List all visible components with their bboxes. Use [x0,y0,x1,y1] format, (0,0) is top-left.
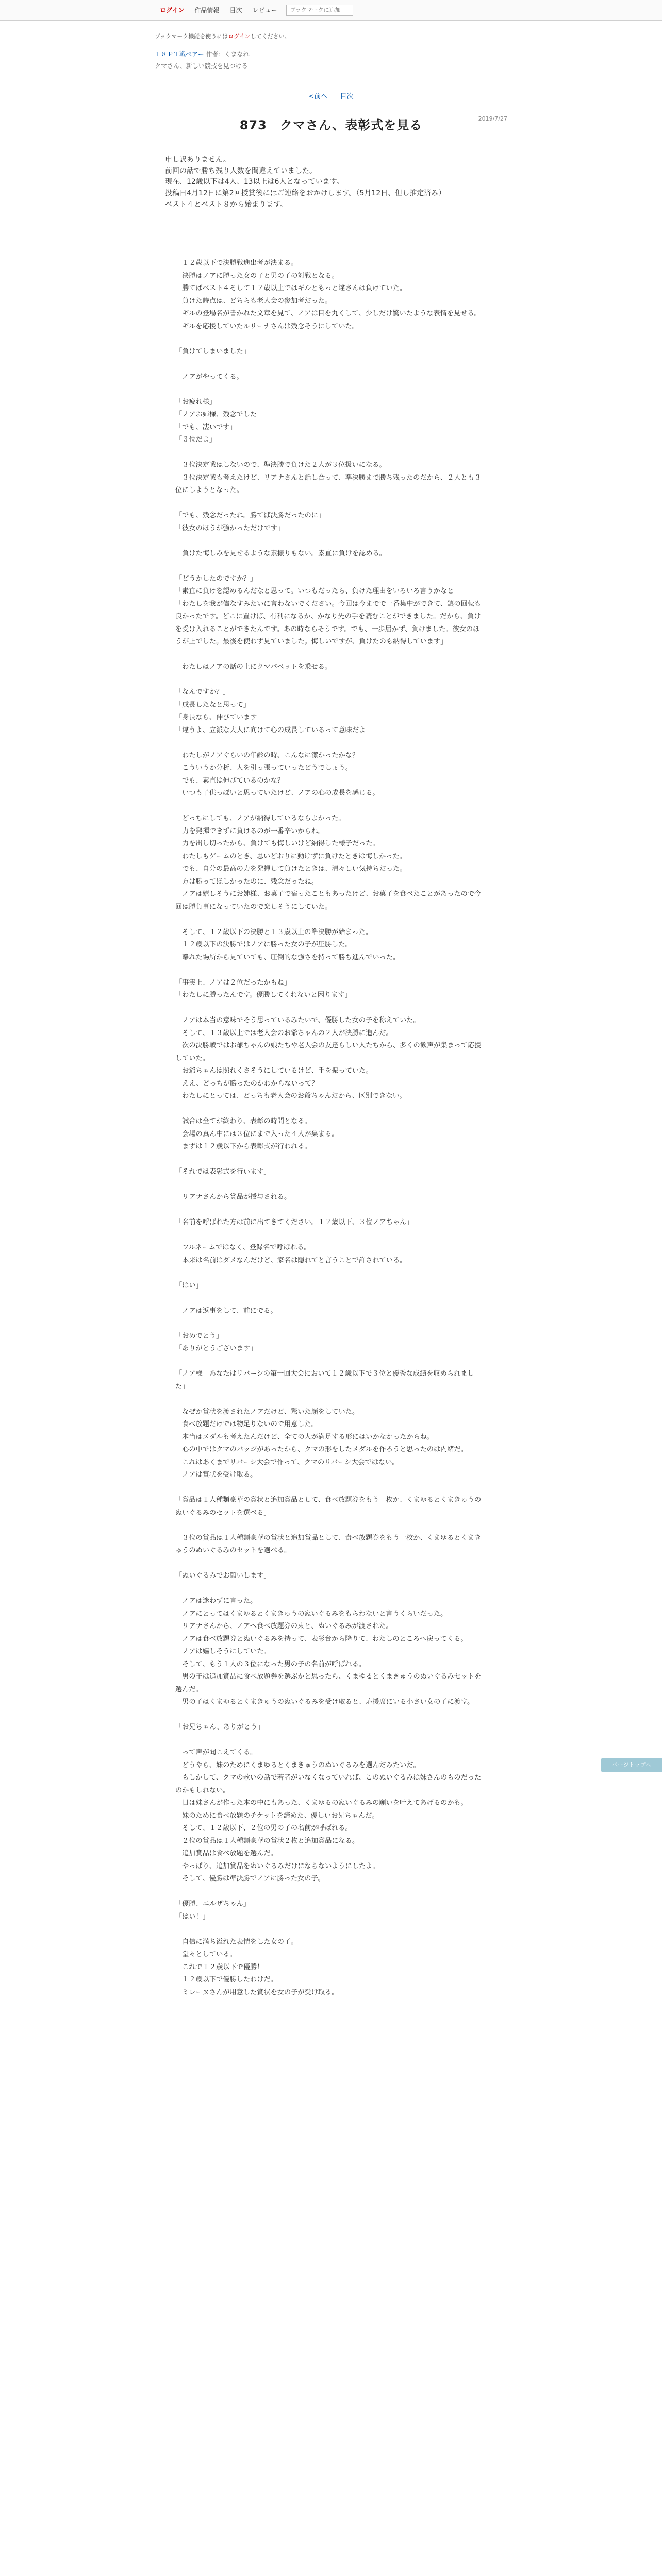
work-header [0,21,662,70]
bookmark-notice: ブックマーク機能を使うにはログインしてください。 [155,33,290,40]
notice-login-link[interactable]: ログイン [228,33,251,40]
publish-date: 2019/7/27 [478,115,507,122]
top-navigation-bar [0,0,662,21]
bookmark-add-button[interactable]: ブックマークに追加 [286,5,353,16]
toc-link[interactable]: 目次 [340,93,354,100]
chapter-title: 873 クマさん、表彰式を見る [239,118,423,132]
nav-item-work-info[interactable]: 作品情報 [194,6,220,14]
chapter-body-text: １２歳以下で決勝戦進出者が決まる。 決勝はノアに勝った女の子と男の子の対戦となる。 勝てばベスト４そして１２歳以上ではギルともっと違さんは負けていた。 負けた時点は、どちらも老人会の参加者だった。 ギルの登場名が書かれた文章を見て、ノアは目を丸くして、少しだけ驚いたような表情を見せる。 ギルを応援していたルリーナさんは残念そうにしていた。 「負けてしまいました」 ノアがやってくる。 「お疲れ様」 「ノアお姉様、残念でした」 「でも、凄いです」 「３位だよ」 ３位決定戦はしないので、準決勝で負けた２人が３位扱いになる。 ３位決定戦も考えたけど、リアナさんと話し合って、準決勝まで勝ち残ったのだから、２人とも３位にしようとなった。 「でも、残念だったね。勝てば決勝だったのに」 「彼女のほうが強かっただけです」 負けた悔しみを見せるような素振りもない。素直に負けを認める。 「どうかしたのですか？」 「素直に負けを認めるんだなと思って。いつもだったら、負けた理由をいろいろ言うかなと」 「わたしを我が儘なすみたいに言わないでください。今回は今までで一番集中ができて、鎮の回転も良かったです。どこに置けば、有利になるか、かなり先の手を読むことができました。だから、負けを受け入れることができたんです。あの時ならそうです。でも、一歩届かず、負けました。彼女のほうが上でした。最後を使わず見ていました。悔しいですが、負けたのも納得しています」 わたしはノアの話の上にクマパペットを乗せる。 「なんですか？」 「成長したなと思って」 「身長なら、伸びています」 「違うよ、立派な大人に向けて心の成長しているって意味だよ」 わたしがノアぐらいの年齢の時、こんなに潔かったかな？ こういうか分析、人を引っ張っていったどうでしょう。 でも、素直は伸びているのかな？ いつも子供っぽいと思っていたけど、ノアの心の成長を感じる。 どっちにしても、ノアが納得しているならよかった。 力を発揮できずに負けるのが一番辛いからね。 力を出し切ったから、負けても悔しいけど納得した様子だった。 わたしもゲームのとき、思いどおりに動けずに負けたときは悔しかった。 でも、自分の最高の力を発揮して負けたときは、清々しい気持ちだった。 方は勝ってほしかったのに、残念だったね。 ノアは嬉しそうにお姉様、お菓子で宿ったこともあったけど、お菓子を食べたことがあったので今回は勝負事になっていたので楽しそうにしていた。 そして、１２歳以下の決勝と１３歳以上の準決勝が始まった。 １２歳以下の決勝ではノアに勝った女の子が圧勝した。 離れた場所から見ていても、圧倒的な強さを持って勝ち進んでいった。 「事実上、ノアは２位だったかもね」 「わたしに勝ったんです。優勝してくれないと困ります」 ノアは本当の意味でそう思っているみたいで、優勝した女の子を称えていた。 そして、１３歳以上では老人会のお爺ちゃんの２人が決勝に進んだ。 次の決勝戦ではお爺ちゃんの娘たちや老人会の友達らしい人たちから、多くの歓声が集まって応援していた。 お爺ちゃんは照れくさそうにしているけど、手を振っていた。 ええ、どっちが勝ったのかわからないって？ わたしにとっては、どっちも老人会のお爺ちゃんだから、区別できない。 試合は全てが終わり、表彰の時間となる。 会場の真ん中には３位にまで入った４人が集まる。 まずは１２歳以下から表彰式が行われる。 「それでは表彰式を行います」 リアナさんから賞品が授与される。 「名前を呼ばれた方は前に出てきてください。１２歳以下、３位ノアちゃん」 フルネームではなく、登録名で呼ばれる。 本来は名前はダメなんだけど、家名は隠れてと言うことで許されている。 「はい」 ノアは返事をして、前にでる。 「おめでとう」 「ありがとうございます」 「ノア様 あなたはリバーシの第一回大会において１２歳以下で３位と優秀な成績を収められました」 なぜか賞状を渡されたノアだけど、驚いた顔をしていた。 食べ放題だけでは物足りないので用意した。 本当はメダルも考えたんだけど、全ての人が満足する形にはいかなかったからね。 心の中ではクマのバッジがあったから、クマの形をしたメダルを作ろうと思ったのは内緒だ。 これはあくまでリバーシ大会で作って、クマのリバーシ大会ではない。 ノアは賞状を受け取る。 「賞品は１人種類豪華の賞状と追加賞品として、食べ放題券をもう一枚か、くまゆるとくまきゅうのぬいぐるみのセットを選べる」 ３位の賞品は１人種類豪華の賞状と追加賞品として、食べ放題券をもう一枚か、くまゆるとくまきゅうのぬいぐるみのセットを選べる。 「ぬいぐるみでお願いします」 ノアは迷わずに言った。 ノアにとってはくまゆるとくまきゅうのぬいぐるみをもらわないと言うくらいだった。 リアナさんから、ノアへ食べ放題券の束と、ぬいぐるみが渡された。 ノアは食べ放題券とぬいぐるみを持って、表彰台から降りて、わたしのところへ戻ってくる。 ノアは嬉しそうにしていた。 そして、もう１人の３位になった男の子の名前が呼ばれる。 男の子は追加賞品に食べ放題券を選ぶかと思ったら、くまゆるとくまきゅうのぬいぐるみセットを選んだ。 男の子はくまゆるとくまきゅうのぬいぐるみを受け取ると、応援席にいる小さい女の子に渡す。 「お兄ちゃん、ありがとう」 って声が聞こえてくる。 どうやら、妹のためにくまゆるとくまきゅうのぬいぐるみを選んだみたいだ。 もしかして、クマの歌いの話で若者がいなくなっていれば、このぬいぐるみは妹さんのものだったのかもしれない。 日は妹さんが作った本の中にもあった、くまゆるのぬいぐるみの願いを叶えてあげるのかも。 妹のために食べ放題のチケットを諦めた、優しいお兄ちゃんだ。 そして、１２歳以下、２位の男の子の名前が呼ばれる。 ２位の賞品は１人種類豪華の賞状２枚と追加賞品になる。 追加賞品は食べ放題を選んだ。 やっぱり、追加賞品をぬいぐるみだけにならないようにしたよ。 そして、優勝は準決勝でノアに勝った女の子。 「優勝、エルザちゃん」 「はい！」 自信に満ち溢れた表情をした女の子。 堂々としている。 これで１２歳以下で優勝！ １２歳以下で優勝したわけだ。 ミレーヌさんが用意した賞状を女の子が受け取る。 [175,259,482,1996]
prev-chapter-link[interactable]: <前へ [308,93,328,100]
work-title-link[interactable]: １８ＰＴ戦ペアー [155,50,204,58]
work-title-line [155,49,662,58]
chapter-pager [0,91,662,100]
page-top-button[interactable]: ページトップへ [601,1758,662,1772]
work-author: 作者：くまなれ [206,50,250,58]
author-preface: 申し訳ありません。 前回の話で勝ち残り人数を間違えていました。 現在、12歳以下は4人、13以上は6人となっています。 投稿日4月12日に第2回授賞後にはご連絡をおかけします。（5月12日、但し推定済み） ベスト４とベスト８から始まります。 [165,156,446,209]
chapter-group-title: クマさん、新しい競技を見つける [155,62,248,70]
login-link[interactable]: ログイン [160,6,185,14]
nav-item-toc[interactable]: 目次 [229,6,242,14]
nav-item-review[interactable]: レビュー [252,6,277,14]
